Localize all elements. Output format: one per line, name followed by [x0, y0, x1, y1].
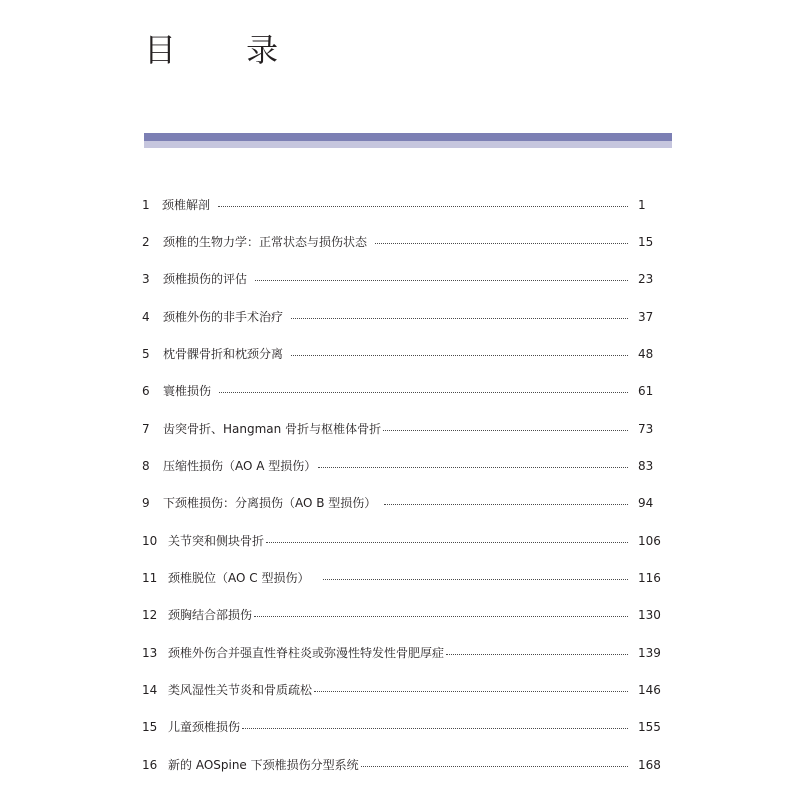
toc-entry-page: 168 — [638, 758, 661, 772]
toc-entry-number: 6 — [142, 384, 150, 398]
toc-entry-page: 106 — [638, 534, 661, 548]
toc-entry[interactable] — [142, 680, 666, 700]
toc-entry-number: 10 — [142, 534, 158, 548]
toc-entry-number: 8 — [142, 459, 150, 473]
toc-dot-leader — [446, 653, 628, 655]
toc-entry-number: 7 — [142, 422, 150, 436]
toc-dot-leader — [383, 429, 628, 431]
toc-entry-number: 11 — [142, 571, 158, 585]
toc-dot-leader — [266, 541, 628, 543]
toc-entry[interactable] — [142, 531, 666, 551]
toc-entry[interactable] — [142, 643, 666, 663]
toc-entry[interactable] — [142, 717, 666, 737]
toc-dot-leader — [375, 242, 628, 244]
toc-entry[interactable] — [142, 605, 666, 625]
toc-entry-number: 13 — [142, 646, 158, 660]
toc-entry-title: 颈椎外伤合并强直性脊柱炎或弥漫性特发性骨肥厚症 — [168, 646, 445, 660]
toc-entry-page: 73 — [638, 422, 654, 436]
toc-dot-leader — [242, 727, 628, 729]
toc-entry[interactable] — [142, 456, 666, 476]
toc-entry[interactable] — [142, 269, 666, 289]
toc-entry-number: 12 — [142, 608, 158, 622]
toc-entry[interactable] — [142, 755, 666, 775]
toc-dot-leader — [255, 279, 628, 281]
toc-entry[interactable] — [142, 232, 666, 252]
toc-entry-number: 14 — [142, 683, 158, 697]
toc-entry-page: 61 — [638, 384, 654, 398]
toc-entry-number: 9 — [142, 496, 150, 510]
toc-entry-page: 130 — [638, 608, 661, 622]
toc-entry-page: 146 — [638, 683, 661, 697]
toc-entry[interactable] — [142, 419, 666, 439]
toc-entry-title: 新的 AOSpine 下颈椎损伤分型系统 — [168, 758, 359, 772]
toc-entry-title: 关节突和侧块骨折 — [168, 534, 265, 548]
toc-entry-page: 155 — [638, 720, 661, 734]
toc-entry[interactable] — [142, 307, 666, 327]
toc-entry-number: 1 — [142, 198, 150, 212]
toc-entry-page: 1 — [638, 198, 646, 212]
toc-entry-title: 下颈椎损伤：分离损伤（AO B 型损伤） — [163, 496, 377, 510]
toc-entry[interactable] — [142, 344, 666, 364]
toc-dot-leader — [291, 317, 628, 319]
toc-dot-leader — [318, 466, 628, 468]
page-title: 目 录 — [144, 31, 309, 69]
toc-entry-title: 颈胸结合部损伤 — [168, 608, 253, 622]
divider-dark-band — [144, 133, 672, 141]
toc-dot-leader — [291, 354, 628, 356]
toc-dot-leader — [254, 615, 628, 617]
toc-entry-title: 齿突骨折、Hangman 骨折与枢椎体骨折 — [163, 422, 382, 436]
toc-entry-number: 5 — [142, 347, 150, 361]
toc-entry-page: 116 — [638, 571, 661, 585]
toc-entry-title: 寰椎损伤 — [163, 384, 212, 398]
toc-entry-number: 4 — [142, 310, 150, 324]
toc-dot-leader — [384, 503, 628, 505]
toc-dot-leader — [361, 765, 628, 767]
toc-entry[interactable] — [142, 195, 666, 215]
toc-entry[interactable] — [142, 568, 666, 588]
toc-dot-leader — [323, 578, 628, 580]
toc-entry-title: 颈椎外伤的非手术治疗 — [163, 310, 284, 324]
toc-entry[interactable] — [142, 381, 666, 401]
toc-dot-leader — [219, 391, 628, 393]
divider-light-band — [144, 141, 672, 148]
toc-entry-page: 23 — [638, 272, 654, 286]
toc-entry-page: 94 — [638, 496, 654, 510]
toc-entry[interactable] — [142, 493, 666, 513]
toc-entry-page: 15 — [638, 235, 654, 249]
toc-entry-title: 颈椎的生物力学：正常状态与损伤状态 — [163, 235, 368, 249]
toc-entry-page: 139 — [638, 646, 661, 660]
toc-entry-title: 压缩性损伤（AO A 型损伤） — [163, 459, 317, 473]
toc-dot-leader — [218, 205, 628, 207]
toc-entry-page: 48 — [638, 347, 654, 361]
toc-entry-title: 枕骨髁骨折和枕颈分离 — [163, 347, 284, 361]
toc-entry-page: 83 — [638, 459, 654, 473]
toc-entry-number: 15 — [142, 720, 158, 734]
toc-entry-number: 3 — [142, 272, 150, 286]
toc-dot-leader — [314, 690, 628, 692]
toc-entry-number: 16 — [142, 758, 158, 772]
toc-entry-page: 37 — [638, 310, 654, 324]
toc-entry-title: 儿童颈椎损伤 — [168, 720, 241, 734]
toc-entry-number: 2 — [142, 235, 150, 249]
title-divider-bar — [144, 133, 672, 148]
toc-entry-title: 颈椎损伤的评估 — [163, 272, 248, 286]
toc-entry-title: 类风湿性关节炎和骨质疏松 — [168, 683, 313, 697]
toc-entry-title: 颈椎脱位（AO C 型损伤） — [168, 571, 310, 585]
toc-entry-title: 颈椎解剖 — [162, 198, 211, 212]
